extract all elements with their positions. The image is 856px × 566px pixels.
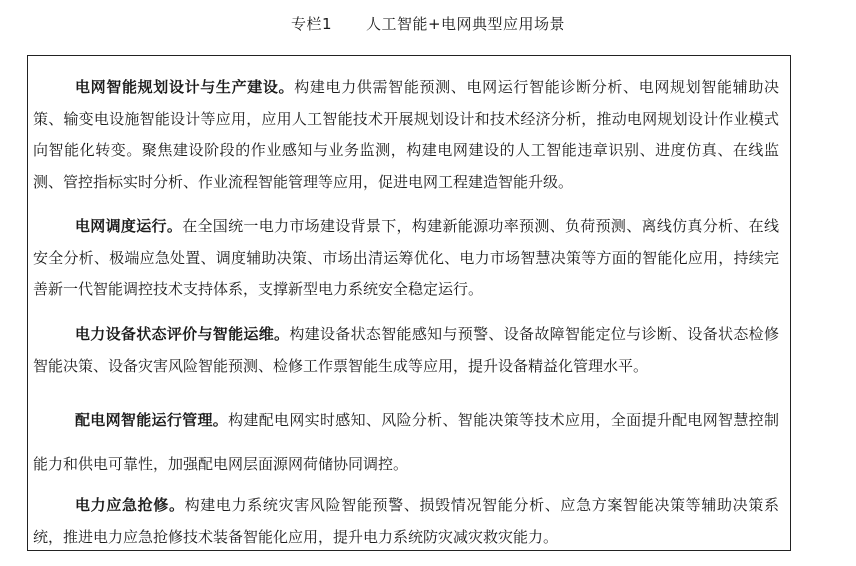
column-label: 专栏1 bbox=[290, 15, 332, 33]
column-title bbox=[0, 13, 856, 34]
section-body: 在全国统一电力市场建设背景下，构建新能源功率预测、负荷预测、离线仿真分析、在线安全分析、极端应急处置、调度辅助决策、市场出清运筹优化、电力市场智慧决策等方面的智能化应用，持续完善新一代智能调控技术支持体系，支撑新型电力系统安全稳定运行。 bbox=[33, 217, 779, 298]
section-body: 构建配电网实时感知、风险分析、智能决策等技术应用，全面提升配电网智慧控制能力和供电可靠性，加强配电网层面源网荷储协同调控。 bbox=[33, 411, 779, 473]
section-heading: 电力设备状态评价与智能运维。 bbox=[75, 325, 290, 343]
section-distribution-management bbox=[33, 398, 779, 486]
section-heading: 配电网智能运行管理。 bbox=[75, 411, 229, 429]
section-planning-construction bbox=[33, 72, 779, 198]
section-heading: 电网智能规划设计与生产建设。 bbox=[75, 78, 295, 96]
section-body: 构建电力系统灾害风险智能预警、损毁情况智能分析、应急方案智能决策等辅助决策系统，推进电力应急抢修技术装备智能化应用，提升电力系统防灾减灾救灾能力。 bbox=[33, 496, 779, 546]
section-body: 构建设备状态智能感知与预警、设备故障智能定位与诊断、设备状态检修智能决策、设备灾害风险智能预测、检修工作票智能生成等应用，提升设备精益化管理水平。 bbox=[33, 325, 779, 375]
section-heading: 电网调度运行。 bbox=[75, 217, 183, 235]
section-heading: 电力应急抢修。 bbox=[75, 496, 185, 514]
section-equipment-maintenance bbox=[33, 319, 779, 382]
column-title-text: 人工智能+电网典型应用场景 bbox=[365, 15, 566, 33]
content-box bbox=[27, 55, 791, 551]
section-body: 构建电力供需智能预测、电网运行智能诊断分析、电网规划智能辅助决策、输变电设施智能设计等应用，应用人工智能技术开展规划设计和技术经济分析，推动电网规划设计作业模式向智能化转变。聚焦建设阶段的作业感知与业务监测，构建电网建设的人工智能违章识别、进度仿真、在线监测、管控指标实时分析、作业流程智能管理等应用，促进电网工程建造智能升级。 bbox=[33, 78, 779, 191]
section-emergency-repair bbox=[33, 490, 779, 553]
section-dispatch-operation bbox=[33, 211, 779, 306]
